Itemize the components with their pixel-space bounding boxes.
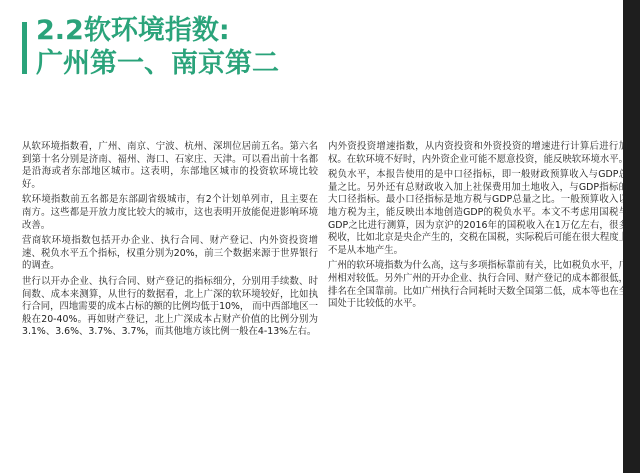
paragraph: 世行以开办企业、执行合同、财产登记的指标细分，分别用手续数、时间数、成本来测算，从世行的数据看，北上广深的软环境较好，比如执行合同，四地需要的成本占标的额的比例均低于10%， 而中西部地区一般在20-40%。再如财产登记，北上广深成本占财产价值的比例分别为3.1%、3.6%、3.7%、3.7%，而其他地方该比例一般在4-13%左右。 [22, 275, 318, 338]
heading-accent-bar [22, 22, 27, 74]
section-heading [36, 14, 279, 80]
paragraph: 软环境指数前五名都是东部副省级城市，有2个计划单列市，且主要在南方。这些都是开放力度比较大的城市，这也表明开放能促进影响环境改善。 [22, 194, 318, 231]
left-column [22, 141, 318, 342]
heading-line-2: 广州第一、南京第二 [36, 48, 279, 79]
paragraph: 税负水平，本报告使用的是中口径指标，即一般财政预算收入与GDP总量之比。另外还有总财政收入加上社保费用加土地收入，与GDP指标的大口径指标。最小口径指标是地方税与GDP总量之比。一般预算收入以地方税为主，能反映出本地创造GDP的税负水平。本文不考虑用国税与GDP之比进行测算，因为京沪的2016年的国税收入在1万亿左右，很多税收，比如北京是央企产生的，交税在国税，实际税后可能在很大程度上不是从本地产生。 [328, 169, 629, 256]
paragraph: 从软环境指数看，广州、南京、宁波、杭州、深圳位居前五名。第六名到第十名分别是济南、福州、海口、石家庄、天津。可以看出前十名都是沿海或者东部地区城市。这表明，东部地区城市的投资软环境比较好。 [22, 141, 318, 190]
paragraph: 广州的软环境指数为什么高，这与多项指标靠前有关，比如税负水平，广州相对较低。另外广州的开办企业、执行合同、财产登记的成本都很低，排名在全国靠前。比如广州执行合同耗时天数全国第二低，成本等也在全国处于比较低的水平。 [328, 260, 629, 310]
paragraph: 营商软环境指数包括开办企业、执行合同、财产登记、内外资投资增速、税负水平五个指标，权重分别为20%，前三个数据来源于世界银行的调查。 [22, 235, 318, 272]
right-column [328, 141, 628, 314]
heading-line-1: 2.2软环境指数: [36, 15, 230, 46]
paragraph: 内外资投资增速指数，从内资投资和外资投资的增速进行计算后进行加权。在软环境不好时，内外资企业可能不愿意投资，能反映软环境水平。 [328, 141, 629, 165]
